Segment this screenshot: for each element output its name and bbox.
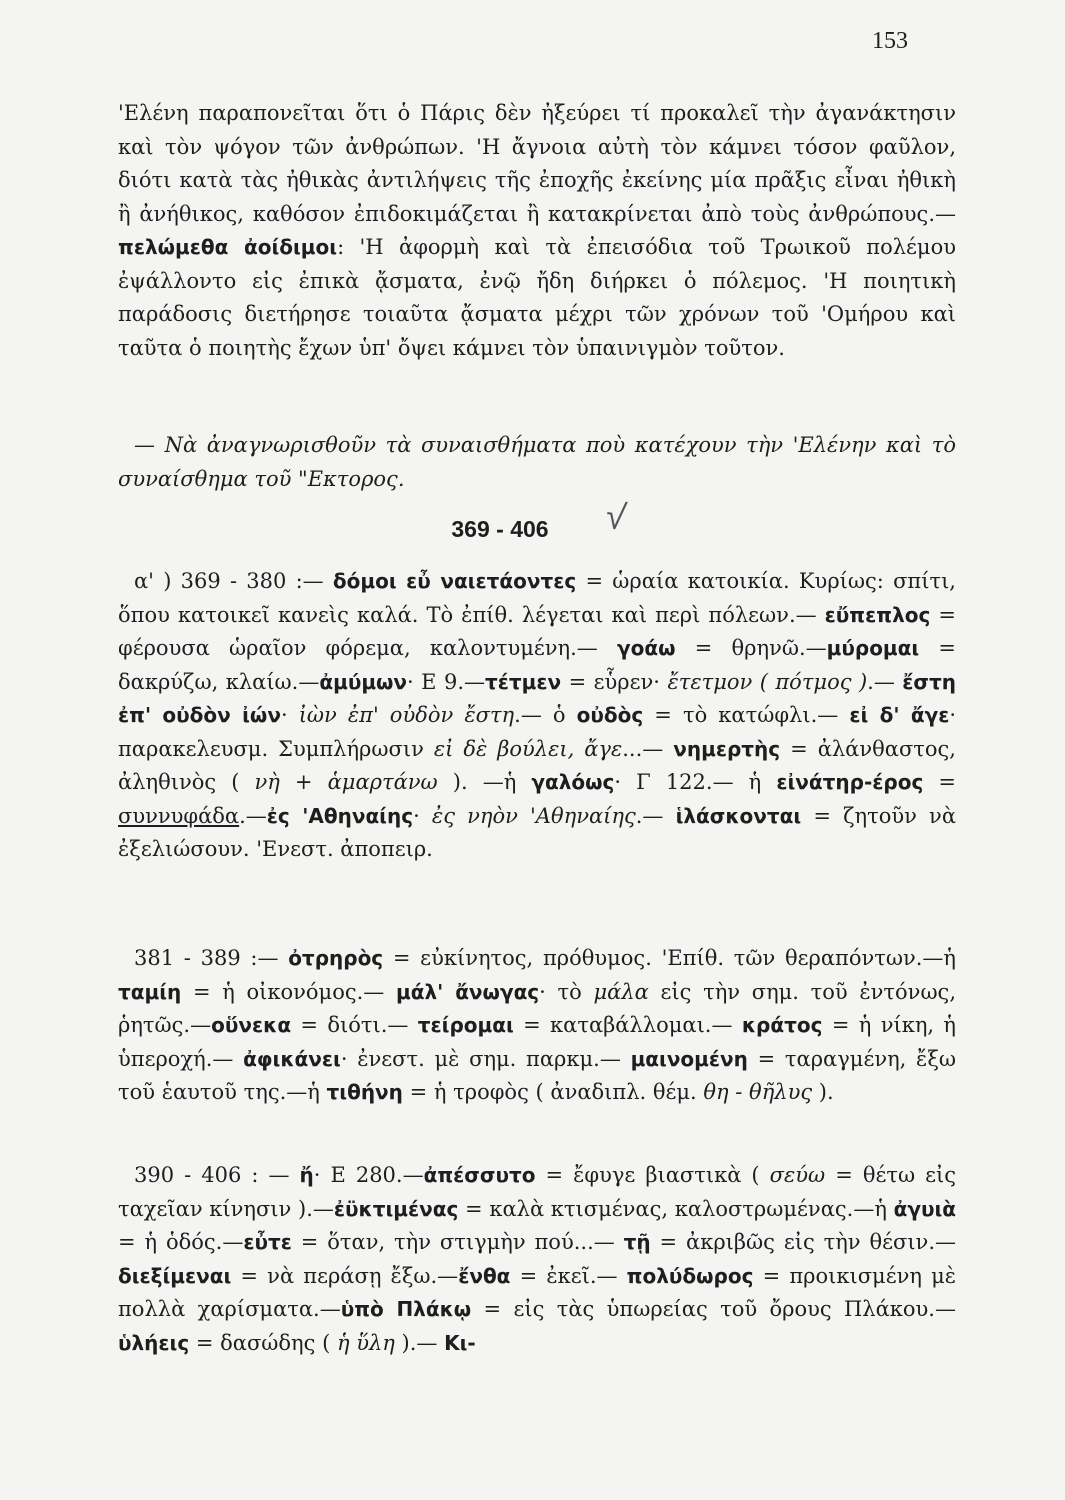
text-run: 390 - 406 : — xyxy=(134,1163,300,1187)
text-run: .— xyxy=(239,803,267,828)
text-run: = ταραγμένη, ἔξω τοῦ ἑαυτοῦ της.—ἡ xyxy=(118,1046,957,1104)
page-number: 153 xyxy=(872,28,908,54)
glossary-paragraph-381-389 xyxy=(118,942,956,1110)
text-run: = εὗρεν· xyxy=(561,669,668,694)
bold-term: εὖτε xyxy=(243,1230,292,1254)
text-run: ). —ἡ xyxy=(437,770,532,794)
bold-term: Κι- xyxy=(444,1330,476,1355)
text-run: = καταβάλλομαι.— xyxy=(513,1013,742,1037)
text-run: · τὸ xyxy=(539,979,594,1004)
text-run: = ἀλάνθαστος, ἀληθινὸς ( xyxy=(118,736,956,794)
italic-text: σεύω xyxy=(769,1163,826,1187)
italic-text: — Νὰ ἀναγνωρισθοῦν τὰ συναισθήματα ποὺ κατέχουν τὴν 'Ελένην καὶ τὸ συναίσθημα τοῦ "Εκτορος. xyxy=(118,433,956,491)
text-run: 381 - 389 :— xyxy=(134,946,289,970)
text-run: · παρακελευσμ. Συμπλήρωσιν xyxy=(118,703,957,761)
text-run: ). xyxy=(812,1080,834,1104)
text-run: = ἡ τροφὸς ( ἀναδιπλ. θέμ. xyxy=(402,1080,704,1104)
text-run: = διότι.— xyxy=(291,1013,418,1037)
text-run: · ἐνεστ. μὲ σημ. παρκμ.— xyxy=(340,1046,631,1071)
bold-term: πελώμεθα ἀοίδιμοι xyxy=(118,235,338,259)
bold-term: ταμίη xyxy=(118,979,182,1004)
text-run: = ἐκεῖ.— xyxy=(510,1263,627,1288)
text-run: = ζητοῦν νὰ ἐξελιώσουν. 'Ενεστ. ἀποπειρ. xyxy=(118,803,957,861)
text-run: = ἡ ὁδός.— xyxy=(118,1230,244,1254)
glossary-paragraph-390-406 xyxy=(118,1159,956,1360)
text-run: · Ε 9.— xyxy=(407,669,486,694)
bold-term: πολύδωρος xyxy=(626,1263,754,1288)
text-run: = νὰ περάσῃ ἔξω.— xyxy=(231,1263,459,1288)
bold-term: ἀγυιὰ xyxy=(893,1196,956,1221)
bold-term: διεξίμεναι xyxy=(118,1263,232,1288)
text-run: · xyxy=(413,803,432,828)
bold-term: μάλ' ἄνωγας xyxy=(395,979,540,1004)
handwritten-check-mark: √ xyxy=(603,494,629,539)
text-run: ).— xyxy=(394,1330,445,1355)
text-run: = θέτω εἰς ταχεῖαν κίνησιν ).— xyxy=(118,1163,956,1221)
bold-term: ὀτρηρὸς xyxy=(288,946,384,970)
text-run: = ἀκριβῶς εἰς τὴν θέσιν.— xyxy=(650,1230,956,1254)
italic-text: εἰ δὲ βούλει, ἄγε xyxy=(433,736,623,761)
italic-text: θη - θῆλυς xyxy=(703,1080,813,1104)
bold-term: εἰ δ' ἄγε xyxy=(849,703,950,727)
text-run: = εἰς τὰς ὑπωρείας τοῦ ὄρους Πλάκου.— xyxy=(471,1297,956,1321)
bold-term: ἔνθα xyxy=(458,1263,511,1288)
text-run: .— xyxy=(867,669,903,694)
text-run: = δασώδης ( xyxy=(189,1330,337,1355)
text-run: = ἔφυγε βιαστικὰ ( xyxy=(535,1163,770,1187)
text-run: .— xyxy=(635,803,676,828)
bold-term: ὑλήεις xyxy=(118,1330,190,1355)
bold-term: ἤ xyxy=(299,1163,314,1187)
text-run: = ὅταν, τὴν στιγμὴν πού...— xyxy=(291,1230,624,1254)
bold-term: ἀφικάνει xyxy=(243,1046,341,1071)
italic-text: νὴ + ἁμαρτάνω xyxy=(254,770,438,794)
bold-term: τέτμεν xyxy=(485,669,562,694)
bold-term: γαλόως xyxy=(531,770,615,794)
text-run: εἰς τὴν σημ. τοῦ ἐντόνως, ῥητῶς.— xyxy=(118,979,956,1037)
text-run: = τὸ κατώφλι.— xyxy=(643,703,850,727)
underlined-text: συννυφάδα xyxy=(118,803,240,828)
text-run: ...— xyxy=(622,736,674,761)
bold-term: οὕνεκα xyxy=(211,1013,292,1037)
bold-term: ἔστη ἐπ' οὐδὸν ἰών xyxy=(118,669,956,727)
question-paragraph xyxy=(118,429,956,496)
italic-text: ἔτετμον ( πότμος ) xyxy=(667,669,868,694)
text-run: = προικισμένη μὲ πολλὰ χαρίσματα.— xyxy=(118,1263,956,1321)
italic-text: ἰὼν ἐπ' οὐδὸν ἔστη xyxy=(298,703,515,727)
bold-term: μαινομένη xyxy=(630,1046,748,1071)
bold-term: ἀπέσσυτο xyxy=(423,1163,536,1187)
bold-term: νημερτὴς xyxy=(673,736,781,761)
commentary-paragraph-helen xyxy=(118,97,956,365)
italic-text: μάλα xyxy=(593,979,649,1004)
bold-term: οὐδὸς xyxy=(576,703,644,727)
text-run: = καλὰ κτισμένας, καλοστρωμένας.—ἡ xyxy=(458,1196,894,1221)
bold-term: ἐς 'Αθηναίης xyxy=(266,803,414,828)
text-run: 'Ελένη παραπονεῖται ὅτι ὁ Πάρις δὲν ἠξεύρει τί προκαλεῖ τὴν ἀγανάκτησιν καὶ τὸν ψόγον τῶν ἀνθρώπων. 'Η ἄγνοια αὐτὴ τὸν κάμνει τόσον φαῦλον, διότι κατὰ τὰς ἠθικὰς ἀντιλήψεις τῆς ἐποχῆς ἐκείνης μία πρᾶξις εἶναι ἠθικὴ ἢ ἀνήθικος, καθόσον ἐπιδοκιμάζεται ἢ κατακρίνεται ἀπὸ τοὺς ἀνθρώπους.— xyxy=(118,101,956,226)
text-run: = δακρύζω, κλαίω.— xyxy=(118,636,956,694)
text-run: = ἡ οἰκονόμος.— xyxy=(181,979,396,1004)
bold-term: τιθήνη xyxy=(326,1080,403,1104)
text-run: = εὐκίνητος, πρόθυμος. 'Επίθ. τῶν θεραπόντων.—ἡ xyxy=(383,946,956,970)
text-run: = θρηνῶ.— xyxy=(675,636,827,660)
bold-term: δόμοι εὖ ναιετάοντες xyxy=(332,569,577,593)
bold-term: ἀμύμων xyxy=(319,669,408,694)
text-run: .— ὁ xyxy=(514,703,577,727)
text-run: : 'Η ἀφορμὴ καὶ τὰ ἐπεισόδια τοῦ Τρωικοῦ πολέμου ἐψάλλοντο εἰς ἐπικὰ ᾄσματα, ἐνῷ ἤδη διήρκει ὁ πόλεμος. 'Η ποιητικὴ παράδοσις διετήρησε τοιαῦτα ᾄσματα μέχρι τῶν χρόνων τοῦ 'Ομήρου καὶ ταῦτα ὁ ποιητὴς ἔχων ὑπ' ὄψει κάμνει τὸν ὑπαινιγμὸν τοῦτον. xyxy=(118,235,956,360)
text-run: · Ε 280.— xyxy=(313,1163,424,1187)
italic-text: ἡ ὕλη xyxy=(336,1330,395,1355)
bold-term: εὔπεπλος xyxy=(824,602,931,627)
text-run: · xyxy=(280,703,299,727)
text-run: α' ) 369 - 380 :— xyxy=(134,569,333,593)
bold-term: ἐϋκτιμένας xyxy=(333,1196,459,1221)
bold-term: ὑπὸ Πλάκῳ xyxy=(340,1297,472,1321)
text-run: · Γ 122.— ἡ xyxy=(614,770,777,794)
bold-term: κράτος xyxy=(741,1013,823,1037)
section-heading: 369 - 406 xyxy=(451,516,549,542)
bold-term: μύρομαι xyxy=(826,636,920,660)
text-run: = φέρουσα ὡραῖον φόρεμα, καλοντυμένη.— xyxy=(118,602,956,660)
bold-term: γοάω xyxy=(617,636,676,660)
text-run: = ὡραία κατοικία. Κυρίως: σπίτι, ὅπου κατοικεῖ κανεὶς καλά. Τὸ ἐπίθ. λέγεται καὶ περὶ πόλεων.— xyxy=(118,569,956,627)
bold-term: τῇ xyxy=(623,1230,651,1254)
bold-term: εἰνάτηρ-έρος xyxy=(776,770,924,794)
text-run: = ἡ νίκη, ἡ ὑπεροχή.— xyxy=(118,1013,957,1071)
text-run: = xyxy=(923,770,956,794)
bold-term: τείρομαι xyxy=(417,1013,514,1037)
bold-term: ἱλάσκονται xyxy=(675,803,802,828)
italic-text: ἐς νηὸν 'Αθηναίης xyxy=(431,803,636,828)
glossary-paragraph-369-380 xyxy=(118,565,956,867)
